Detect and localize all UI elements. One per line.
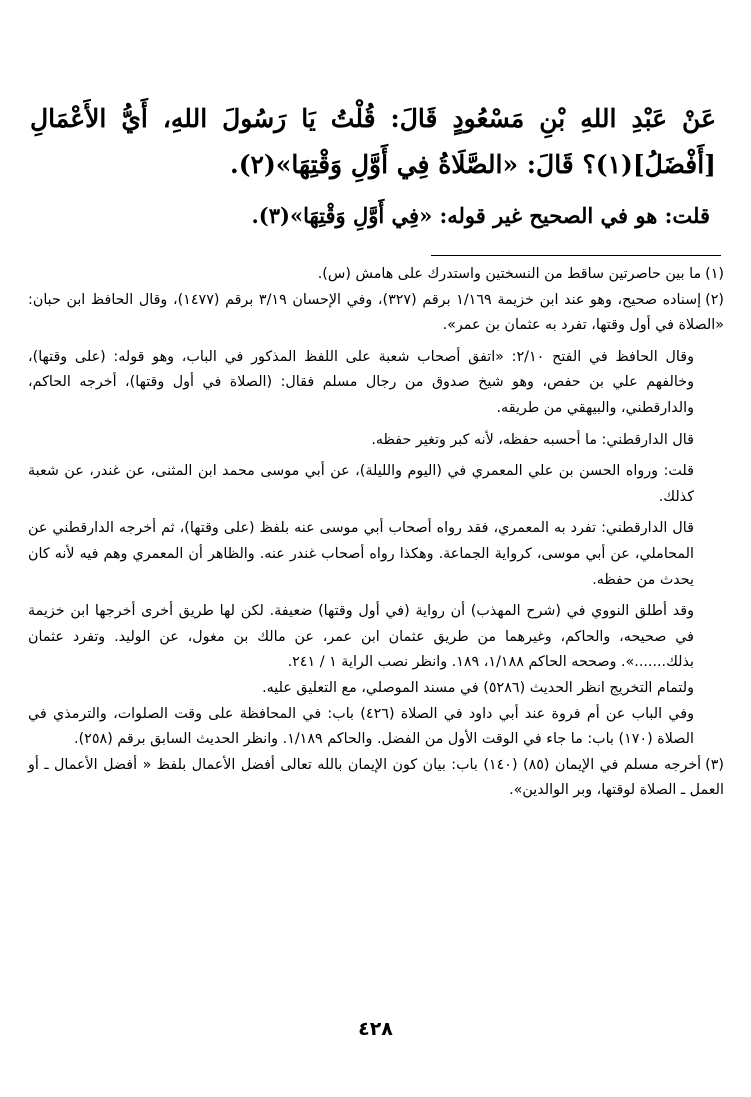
hadith-text: عَنْ عَبْدِ اللهِ بْنِ مَسْعُودٍ قَالَ: قُلْتُ يَا رَسُولَ اللهِ، أَيُّ الأَعْمَالِ [أَفْضَلُ](١)؟ قَالَ: «الصَّلَاةُ فِي أَوَّلِ وَقْتِهَا»(٢). (30, 104, 716, 179)
footnote-1 (28, 262, 724, 288)
footnote-number: (١) (705, 266, 724, 282)
footnote-number: (٣) (705, 756, 724, 773)
footnote-2 (28, 288, 724, 339)
page-number: ٤٢٨ (358, 1018, 393, 1040)
footnote-text: أخرجه مسلم في الإيمان (٨٥) (١٤٠) باب: بيان كون الإيمان بالله تعالى أفضل الأعمال بلفظ « أفضل الأعمال ـ أو العمل ـ الصلاة لوقتها، وبر الوالدين». (28, 756, 724, 799)
main-text (30, 96, 724, 236)
footnote-3 (28, 753, 724, 804)
footnote-paragraph: وفي الباب عن أم فروة عند أبي داود في الصلاة (٤٢٦) باب: في المحافظة على وقت الصلوات، والترمذي في الصلاة (١٧٠) باب: ما جاء في الوقت الأول من الفضل. والحاكم ١/١٨٩. وانظر الحديث السابق برقم (٢٥٨). (28, 705, 694, 748)
footnote-text: إسناده صحيح، وهو عند ابن خزيمة ١/١٦٩ برقم (٣٢٧)، وفي الإحسان ٣/١٩ برقم (١٤٧٧)، وقال الحافظ ابن حبان: «الصلاة في أول وقتها، تفرد به عثمان بن عمر». (28, 291, 724, 334)
footnote-separator (431, 255, 721, 256)
footnote-paragraph: ولتمام التخريج انظر الحديث (٥٢٨٦) في مسند الموصلي، مع التعليق عليه. (262, 679, 694, 696)
footnotes (28, 262, 724, 804)
footnote-paragraph: قال الدارقطني: ما أحسبه حفظه، لأنه كبر وتغير حفظه. (371, 431, 694, 448)
footnote-paragraph: وقد أطلق النووي في (شرح المهذب) أن رواية (في أول وقتها) ضعيفة. لكن لها طريق أخرى أخرجها ابن خزيمة في صحيحه، والحاكم، وغيرهما من طريق عثمان ابن عمر، عن مالك بن مغول، عن الوليد. وتفرد عثمان بذلك.......». وصححه الحاكم ١/١٨٨، ١٨٩. وانظر نصب الراية ١ / ٢٤١. (28, 603, 694, 671)
author-comment: قلت: هو في الصحيح غير قوله: «فِي أَوَّلِ وَقْتِهَا»(٣). (251, 203, 710, 228)
footnote-paragraph: وقال الحافظ في الفتح ٢/١٠: «اتفق أصحاب شعبة على اللفظ المذكور في الباب، وهو قوله: (على وقتها)، وخالفهم علي بن حفص، وهو شيخ صدوق من رجال مسلم فقال: (الصلاة في أول وقتها)، أخرجه الحاكم، والدارقطني، والبيهقي من طريقه. (28, 348, 694, 416)
footnote-paragraph: قلت: ورواه الحسن بن علي المعمري في (اليوم والليلة)، عن أبي موسى محمد ابن المثنى، عن غندر، عن شعبة كذلك. (28, 463, 694, 505)
footnote-paragraph: قال الدارقطني: تفرد به المعمري، فقد رواه أصحاب أبي موسى عنه بلفظ (على وقتها)، ثم أخرجه الدارقطني عن المحاملي، عن أبي موسى، كرواية الجماعة. وهكذا رواه أصحاب غندر عنه. والظاهر أن المعمري وهم فيه لأنه كان يحدث من حفظه. (28, 520, 694, 588)
footnote-text: ما بين حاصرتين ساقط من النسختين واستدرك على هامش (س). (317, 266, 702, 282)
footnote-number: (٢) (705, 291, 724, 308)
